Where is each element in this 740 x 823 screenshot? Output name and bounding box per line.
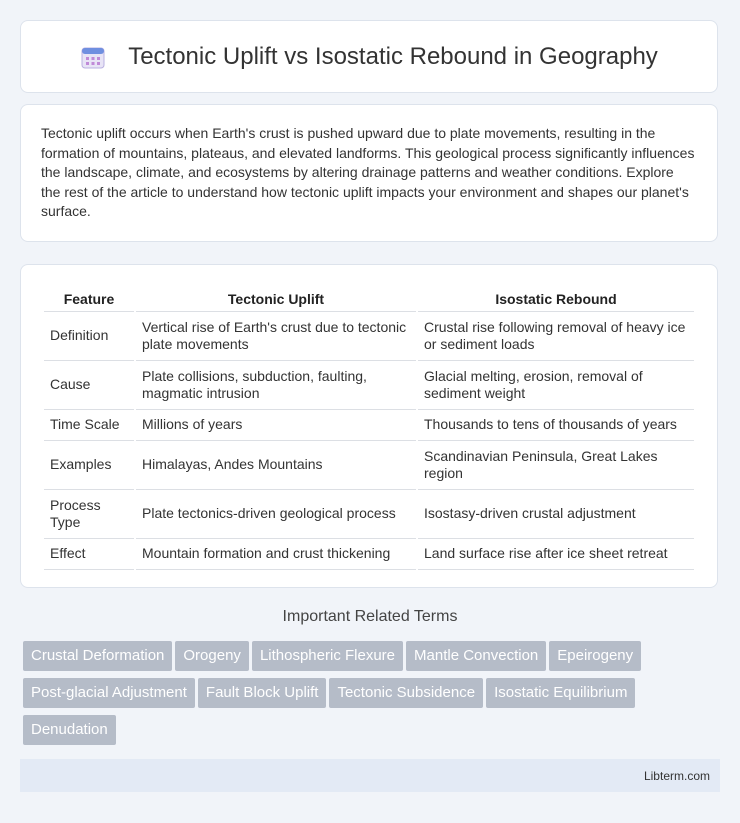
table-cell: Plate collisions, subduction, faulting, magmatic intrusion — [136, 361, 416, 410]
comparison-table — [42, 283, 696, 570]
related-term-tag[interactable]: Lithospheric Flexure — [252, 641, 403, 671]
related-term-tag[interactable]: Isostatic Equilibrium — [486, 678, 635, 708]
related-terms-title: Important Related Terms — [282, 608, 458, 625]
related-term-tag[interactable]: Orogeny — [175, 641, 249, 671]
intro-paragraph: Tectonic uplift occurs when Earth's crust is pushed upward due to plate movements, resulting in the formation of mountains, plateaus, and elevated landforms. This geological process significantly influences the landscape, climate, and ecosystems by altering drainage patterns and weather conditions. Explore the rest of the article to understand how tectonic uplift impacts your environment and shapes our planet's surface. — [41, 125, 695, 219]
table-cell: Millions of years — [136, 410, 416, 441]
calendar-icon — [80, 44, 106, 70]
table-cell: Vertical rise of Earth's crust due to tectonic plate movements — [136, 312, 416, 361]
table-row — [44, 361, 694, 410]
table-row — [44, 410, 694, 441]
table-cell: Glacial melting, erosion, removal of sediment weight — [418, 361, 694, 410]
page-title: Tectonic Uplift vs Isostatic Rebound in Geography — [128, 42, 658, 70]
table-header-row — [44, 283, 694, 312]
related-term-tag[interactable]: Denudation — [23, 715, 116, 745]
table-cell: Mountain formation and crust thickening — [136, 539, 416, 570]
comparison-table-card — [20, 264, 718, 588]
table-row — [44, 312, 694, 361]
table-cell: Thousands to tens of thousands of years — [418, 410, 694, 441]
table-row — [44, 539, 694, 570]
table-cell: Process Type — [44, 490, 134, 539]
table-row — [44, 441, 694, 490]
table-cell: Plate tectonics-driven geological process — [136, 490, 416, 539]
related-term-tag[interactable]: Mantle Convection — [406, 641, 546, 671]
footer-site-link[interactable]: Libterm.com — [643, 768, 710, 783]
column-header: Isostatic Rebound — [418, 283, 694, 312]
table-cell: Definition — [44, 312, 134, 361]
related-term-tag[interactable]: Tectonic Subsidence — [329, 678, 483, 708]
table-cell: Examples — [44, 441, 134, 490]
title-card — [20, 20, 718, 93]
related-term-tag[interactable]: Fault Block Uplift — [198, 678, 327, 708]
related-term-tag[interactable]: Crustal Deformation — [23, 641, 172, 671]
footer — [20, 759, 720, 792]
table-cell: Himalayas, Andes Mountains — [136, 441, 416, 490]
related-terms-list — [23, 641, 723, 752]
table-cell: Effect — [44, 539, 134, 570]
table-row — [44, 490, 694, 539]
table-cell: Crustal rise following removal of heavy ice or sediment loads — [418, 312, 694, 361]
column-header: Feature — [44, 283, 134, 312]
intro-card — [20, 104, 718, 242]
column-header: Tectonic Uplift — [136, 283, 416, 312]
related-term-tag[interactable]: Post-glacial Adjustment — [23, 678, 195, 708]
table-cell: Isostasy-driven crustal adjustment — [418, 490, 694, 539]
related-term-tag[interactable]: Epeirogeny — [549, 641, 641, 671]
table-cell: Time Scale — [44, 410, 134, 441]
table-cell: Land surface rise after ice sheet retreat — [418, 539, 694, 570]
table-cell: Cause — [44, 361, 134, 410]
table-cell: Scandinavian Peninsula, Great Lakes region — [418, 441, 694, 490]
